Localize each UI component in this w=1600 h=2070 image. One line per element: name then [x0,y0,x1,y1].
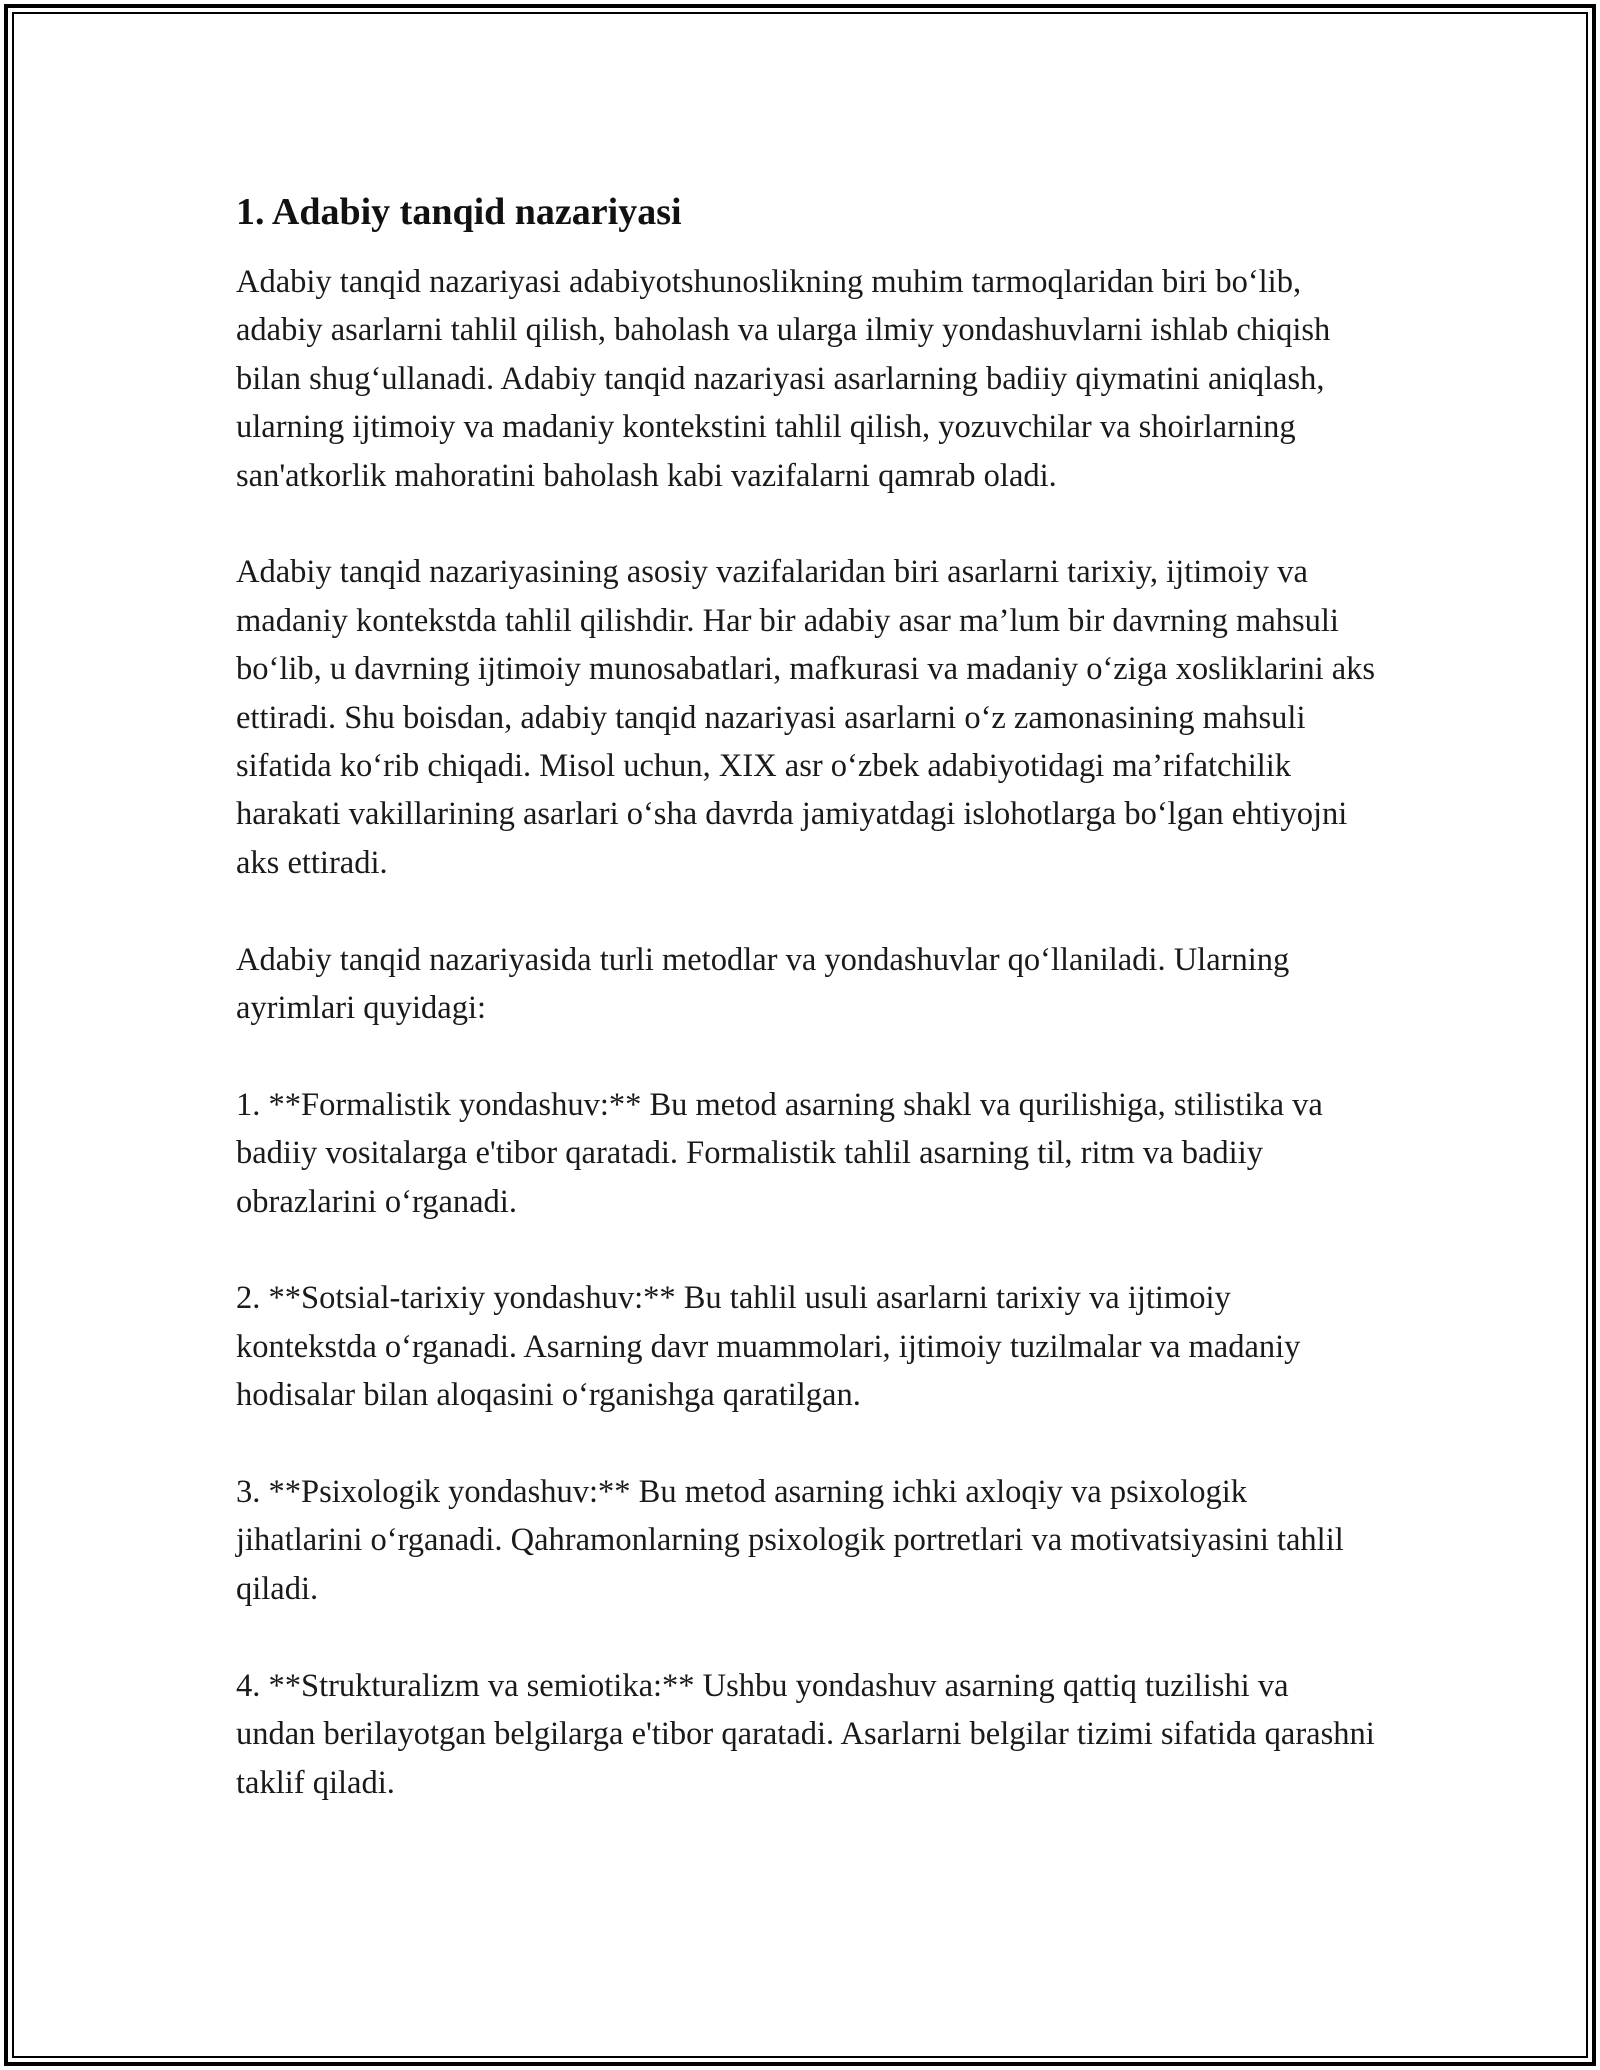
document-body [236,188,1376,1807]
paragraph-context: Adabiy tanqid nazariyasining asosiy vazifalaridan biri asarlarni tarixiy, ijtimoiy va madaniy kontekstda tahlil qilishdir. Har bir adabiy asar ma’lum bir davrning mahsuli bo‘lib, u davrning ijtimoiy munosabatlari, mafkurasi va madaniy o‘ziga xosliklarini aks ettiradi. Shu boisdan, adabiy tanqid nazariyasi asarlarni o‘z zamonasining mahsuli sifatida ko‘rib chiqadi. Misol uchun, XIX asr o‘zbek adabiyotidagi ma’rifatchilik harakati vakillarining asarlari o‘sha davrda jamiyatdagi islohotlarga bo‘lgan ehtiyojni aks ettiradi. [236,554,1376,881]
list-item-structuralism: 4. **Strukturalizm va semiotika:** Ushbu yondashuv asarning qattiq tuzilishi va undan berilayotgan belgilarga e'tibor qaratadi. Asarlarni belgilar tizimi sifatida qarashni taklif qiladi. [236,1667,1375,1801]
list-item-formalist: 1. **Formalistik yondashuv:** Bu metod asarning shakl va qurilishiga, stilistika va badiiy vositalarga e'tibor qaratadi. Formalistik tahlil asarning til, ritm va badiiy obrazlarini o‘rganadi. [236,1086,1323,1220]
list-item-psychological: 3. **Psixologik yondashuv:** Bu metod asarning ichki axloqiy va psixologik jihatlarini o‘rganadi. Qahramonlarning psixologik portretlari va motivatsiyasini tahlil qiladi. [236,1474,1344,1607]
paragraph-intro: Adabiy tanqid nazariyasi adabiyotshunoslikning muhim tarmoqlaridan biri bo‘lib, adabiy asarlarni tahlil qilish, baholash va ularga ilmiy yondashuvlarni ishlab chiqish bilan shug‘ullanadi. Adabiy tanqid nazariyasi asarlarning badiiy qiymatini aniqlash, ularning ijtimoiy va madaniy kontekstini tahlil qilish, yozuvchilar va shoirlarning san'atkorlik mahoratini baholash kabi vazifalarni qamrab oladi. [236,264,1331,494]
list-item-socio-historical: 2. **Sotsial-tarixiy yondashuv:** Bu tahlil usuli asarlarni tarixiy va ijtimoiy kontekstda o‘rganadi. Asarning davr muammolari, ijtimoiy tuzilmalar va madaniy hodisalar bilan aloqasini o‘rganishga qaratilgan. [236,1280,1301,1414]
paragraph-methods-intro: Adabiy tanqid nazariyasida turli metodlar va yondashuvlar qo‘llaniladi. Ularning ayrimlari quyidagi: [236,941,1290,1027]
section-heading: 1. Adabiy tanqid nazariyasi [236,191,682,233]
